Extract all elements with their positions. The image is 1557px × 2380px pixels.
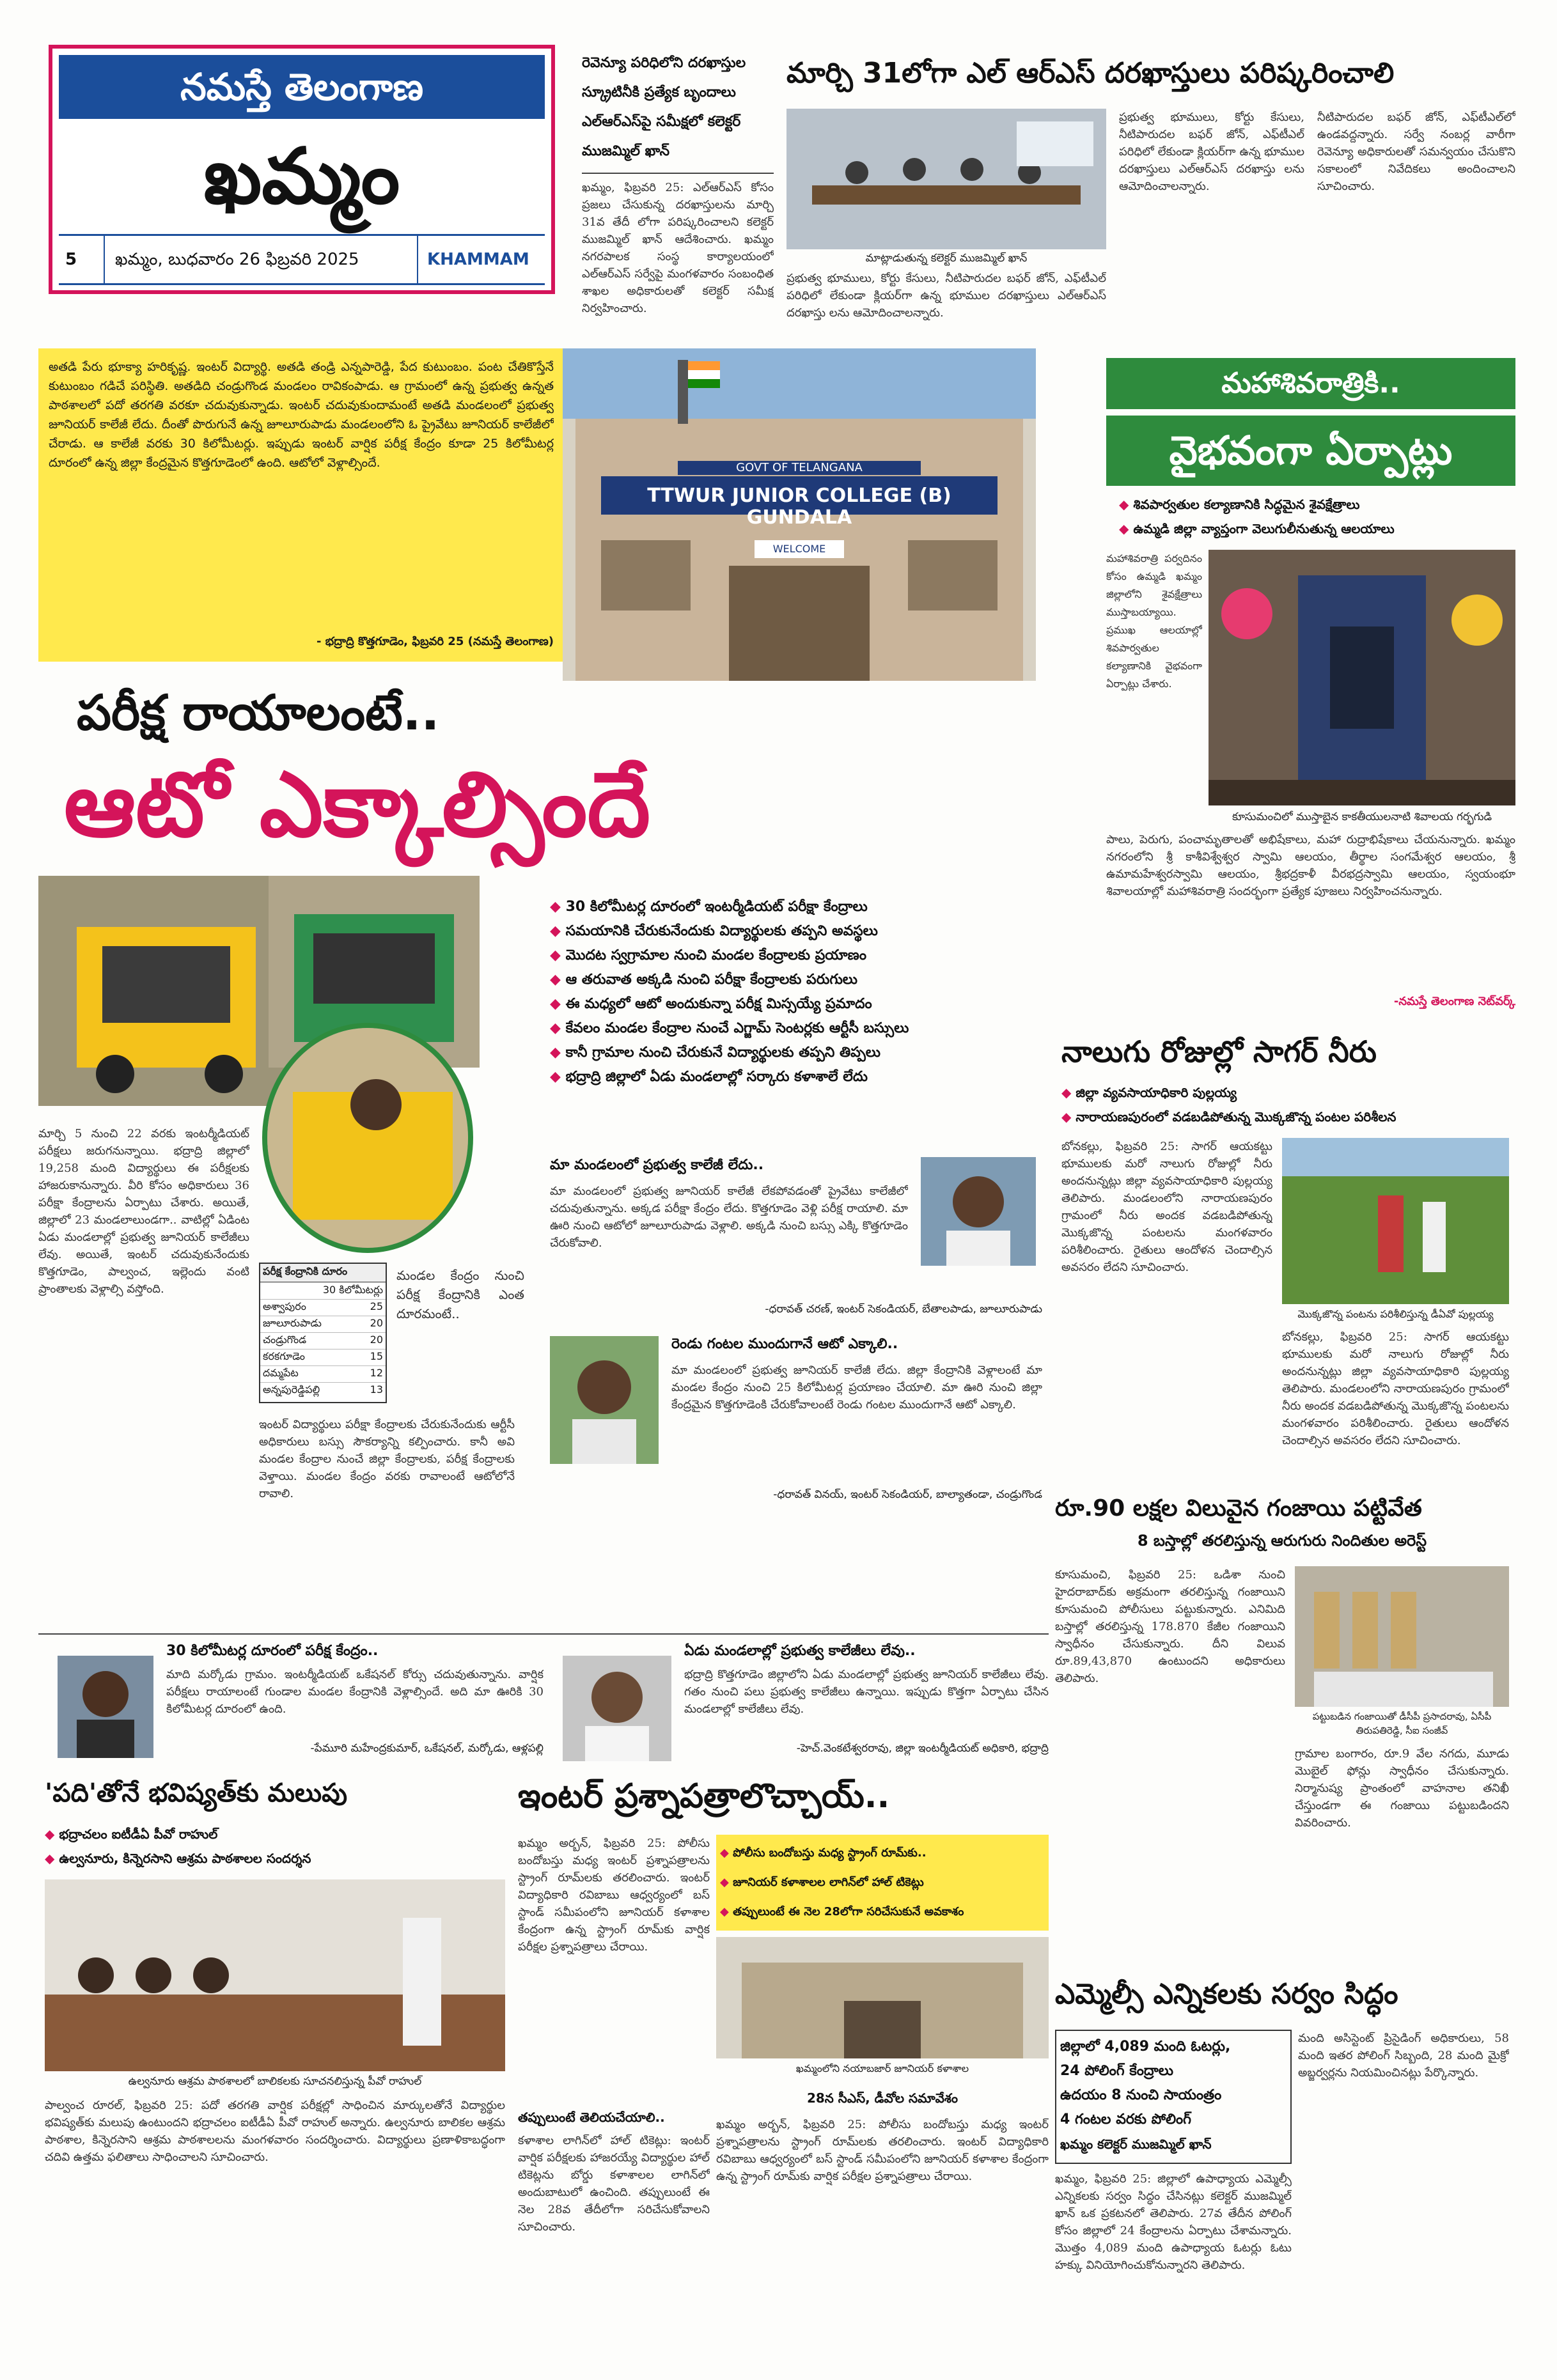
auto-photo-3: [262, 1023, 473, 1253]
padi-bullet: ◆ భద్రాచలం ఐటీడీఏ పీవో రాహుల్: [45, 1822, 505, 1846]
sagar-bullet: ◆ జిల్లా వ్యవసాయాధికారి పుల్లయ్య: [1061, 1080, 1509, 1105]
quote-box-4: [556, 1643, 1049, 1764]
shiva-source: -నమస్తే తెలంగాణ నెట్‌వర్క్: [1393, 995, 1515, 1008]
paper-name: నమస్తే తెలంగాణ: [180, 65, 423, 109]
student-portrait: [58, 1656, 153, 1758]
lrs-body-col2: ప్రభుత్వ భూములు, కోర్టు కేసులు, నీటిపారుదల బఫర్ జోన్, ఎఫ్‌టీఎల్ పరిధిలో లేకుండా క్లియర్‌గా ఉన్న భూముల దరఖాస్తులు ఎల్ఆర్ఎస్ దరఖాస్తు లను ఆమోదించాలన్నారు.: [786, 272, 1106, 320]
papers-bullets: [716, 1835, 1049, 1931]
distance-table-title: పరీక్ష కేంద్రానికి దూరం: [260, 1264, 386, 1282]
papers-bullet: ◆ పోలీసు బందోబస్తు మధ్య స్ట్రాంగ్ రూమ్‌కు..: [720, 1839, 1045, 1868]
papers-subhead: తప్పులుంటే తెలియచేయాలి..: [518, 2110, 665, 2125]
quote-title: 30 కిలోమీటర్ల దూరంలో పరీక్ష కేంద్రం..: [166, 1643, 379, 1659]
padi-bullet: ◆ ఉల్వనూరు, కిన్నెరసాని ఆశ్రమ పాఠశాలల సందర్శన: [45, 1846, 505, 1871]
distance-table-rows: [260, 1299, 386, 1399]
mlc-highlight: 24 పోలింగ్ కేంద్రాలు: [1060, 2063, 1173, 2079]
distance-table-note: మండల కేంద్రం నుంచి పరీక్ష కేంద్రానికి ఎంత దూరమంటే..: [396, 1268, 524, 1321]
shiva-side-text: మహాశివరాత్రి పర్వదినం కోసం ఉమ్మడి ఖమ్మం జిల్లాలోని శైవక్షేత్రాలు ముస్తాబయ్యాయి. ప్రముఖ ఆలయాల్లో శివపార్వతుల కల్యాణానికి వైభవంగా ఏర్పాట్లు చేశారు.: [1106, 552, 1202, 690]
divider: [582, 173, 774, 174]
shiva-bullet: ◆ ఉమ్మడి జిల్లా వ్యాప్తంగా వెలుగులీనుతున్న ఆలయాలు: [1119, 517, 1515, 541]
college-photo: [563, 348, 1036, 681]
quote-text: మాది మర్కోడు గ్రామం. ఇంటర్మీడియట్ ఒకేషనల్ కోర్సు చదువుతున్నాను. వార్షిక పరీక్షలు రాయాలంటే గుండాల మండల కేంద్రానికి వెళ్లాల్సిందే. అది మా ఊరికి 30 కిలోమీటర్ల దూరంలో ఉంది.: [166, 1668, 544, 1716]
shiva-body: పాలు, పెరుగు, పంచామృతాలతో అభిషేకాలు, మహా రుద్రాభిషేకాలు చేయనున్నారు. ఖమ్మం నగరంలోని శ్రీ కాశీవిశ్వేశ్వర స్వామి ఆలయం, తీర్థాల సంగమేశ్వర ఆలయం, శ్రీ ఉమామహేశ్వరస్వామి ఆలయం, శ్రీభద్రకాళీ వీరభద్రస్వామి ఆలయం, స్వయంభూ శివాలయాల్లో మహాశివరాత్రి సందర్భంగా ప్రత్యేక పూజలు నిర్వహించనున్నారు.: [1106, 833, 1515, 898]
exam-body-left: మార్చి 5 నుంచి 22 వరకు ఇంటర్మీడియట్ పరీక్షలు జరుగనున్నాయి. భద్రాద్రి జిల్లాలో 19,258 మంది విద్యార్థులు ఈ పరీక్షలకు హాజరుకానున్నారు. వీరి కోసం అధికారులు 36 పరీక్షా కేంద్రాలను ఏర్పాటు చేశారు. అయితే, జిల్లాలో 23 మండలాలుండగా.. వాటిల్లో ఏడింట ఏడు మండలాల్లో ప్రభుత్వ జూనియర్ కాలేజీలు లేవు. అయితే, ఇంటర్ చదువుకునేందుకు కొత్తగూడెం, పాల్వంచ, ఇల్లెందు వంటి ప్రాంతాలకు వెళ్లాల్సి వస్తోంది.: [38, 1127, 249, 1296]
lrs-kicker-line: ముజమ్మిల్ ఖాన్: [582, 143, 670, 159]
distance-km: 25: [370, 1300, 383, 1312]
sagar-bullet: ◆ నారాయణపురంలో వడబడిపోతున్న మొక్కజొన్న పంటల పరిశీలన: [1061, 1105, 1509, 1129]
padi-body: పాల్వంచ రూరల్, ఫిబ్రవరి 25: పదో తరగతి వార్షిక పరీక్షల్లో సాధించిన మార్కులతోనే విద్యార్థుల భవిష్యత్‌కు మలుపు ఉంటుందని భద్రాచలం ఐటీడీఏ పీవో రాహుల్ అన్నారు. ఉల్వనూరు బాలికల ఆశ్రమ పాఠశాల, కిన్నెరసాని ఆశ్రమ పాఠశాలలను మంగళవారం సందర్శించారు. విద్యార్థులు ప్రణాళికాబద్ధంగా చదివి ఉత్తమ ఫలితాలు సాధించాలని సూచించారు.: [45, 2099, 505, 2164]
lrs-photo: [786, 109, 1106, 249]
lrs-story: [582, 45, 1515, 339]
ganja-body: కూసుమంచి, ఫిబ్రవరి 25: ఒడిశా నుంచి హైదరాబాద్‌కు అక్రమంగా తరలిస్తున్న గంజాయిని కూసుమంచి పోలీసులు పట్టుకున్నారు. ఎనిమిది బస్తాల్లో తరలిస్తున్న 178.870 కేజీల గంజాయిని స్వాధీనం చేసుకున్నారు. దీని విలువ రూ.89,43,870 ఉంటుందని అధికారులు తెలిపారు.: [1055, 1568, 1285, 1685]
padi-photo-caption: ఉల్వనూరు ఆశ్రమ పాఠశాలలో బాలికలకు సూచనలిస్తున్న పీవో రాహుల్: [128, 2075, 422, 2088]
sagar-headline: నాలుగు రోజుల్లో సాగర్ నీరు: [1061, 1034, 1377, 1069]
quote-byline: -ధరావత్ చరణ్, ఇంటర్ సెకండియర్, బేతాలపాడు, జూలూరుపాడు: [765, 1303, 1042, 1316]
shiva-bullet: ◆ శివపార్వతుల కల్యాణానికి సిద్ధమైన శైవక్షేత్రాలు: [1119, 492, 1515, 517]
quote-byline: -పేమూరి మహేంద్రకుమార్, ఒకేషనల్, మర్కోడు, ఆళ్లపల్లి: [310, 1742, 544, 1755]
student-portrait: [550, 1336, 659, 1464]
distance-table-row: [260, 1332, 386, 1349]
mandal-name: చండ్రుగొండ: [263, 1334, 307, 1346]
papers-body-3: ఖమ్మం అర్బన్, ఫిబ్రవరి 25: పోలీసు బందోబస్తు మధ్య ఇంటర్ ప్రశ్నాపత్రాలను స్ట్రాంగ్ రూమ్‌లకు తరలించారు. ఇంటర్ విద్యాధికారి రవిబాబు ఆధ్వర్యంలో బస్ స్టాండ్ సమీపంలోని జూనియర్ కళాశాల కేంద్రంగా ఉన్న స్ట్రాంగ్ రూమ్‌కు వార్షిక పరీక్షల ప్రశ్నాపత్రాలు చేరాయి.: [716, 2118, 1049, 2183]
mlc-highlight: ఉదయం 8 నుంచి సాయంత్రం: [1060, 2087, 1222, 2103]
distance-table-row: [260, 1382, 386, 1399]
mandal-name: అశ్వాపురం: [263, 1300, 306, 1312]
college-subsign: GOVT OF TELANGANA: [678, 461, 921, 475]
distance-km: 12: [370, 1367, 383, 1379]
distance-table-row: [260, 1349, 386, 1365]
padi-classroom-photo: [45, 1879, 505, 2071]
exam-bullet: ◆ భద్రాద్రి జిల్లాలో ఏడు మండలాల్లో సర్కారు కళాశాలే లేదు: [550, 1065, 1061, 1089]
auto-photo-1: [38, 876, 294, 1106]
exam-bullet: ◆ సమయానికి చేరుకునేందుకు విద్యార్థులకు తప్పని అవస్థలు: [550, 919, 1061, 944]
mlc-body: ఖమ్మం, ఫిబ్రవరి 25: జిల్లాలో ఉపాధ్యాయ ఎమ్మెల్సీ ఎన్నికలకు సర్వం సిద్ధం చేసినట్లు కలెక్టర్ ముజమ్మిల్ ఖాన్ ఒక ప్రకటనలో తెలిపారు. 27వ తేదీన పోలింగ్ కోసం జిల్లాలో 24 కేంద్రాలను ఏర్పాటు చేశామన్నారు. మొత్తం 4,089 మంది ఉపాధ్యాయ ఓటర్లు ఓటు హక్కు వినియోగించుకోనున్నారని తెలిపారు.: [1055, 2172, 1292, 2272]
exam-bullet: ◆ ఈ మధ్యలో ఆటో అందుకున్నా పరీక్ష మిస్సయ్యే ప్రమాదం: [550, 992, 1061, 1016]
distance-table-row: [260, 1299, 386, 1316]
sagar-body-2: బోనకల్లు, ఫిబ్రవరి 25: సాగర్ ఆయకట్టు భూములకు మరో నాలుగు రోజుల్లో నీరు అందనున్నట్లు జిల్లా వ్యవసాయాధికారి పుల్లయ్య తెలిపారు. మండలంలోని నారాయణపురం గ్రామంలో నీరు అందక వడబడిపోతున్న మొక్కజొన్న పంటలను మంగళవారం పరిశీలించారు. రైతులు ఆందోళన చెందాల్సిన అవసరం లేదని సూచించారు.: [1282, 1330, 1509, 1447]
ganja-headline: రూ.90 లక్షల విలువైన గంజాయి పట్టివేత: [1055, 1495, 1422, 1521]
auto-rickshaw-illustration: [38, 876, 294, 1106]
mandal-name: కరకగూడెం: [263, 1350, 305, 1362]
edition-name: KHAMMAM: [417, 236, 555, 283]
exam-bullet: ◆ మొదట స్వగ్రామాల నుంచి మండల కేంద్రాలకు ప్రయాణం: [550, 944, 1061, 968]
mandal-name: దమ్మపేట: [263, 1367, 299, 1379]
portrait-illustration: [550, 1336, 659, 1464]
quote-text: మా మండలంలో ప్రభుత్వ జూనియర్ కాలేజీ లేకపోవడంతో ప్రైవేటు కాలేజీలో చదువుతున్నాను. అక్కడ పరీక్షా కేంద్రం లేదు. కొత్తగూడెం వెళ్లి పరీక్ష రాయాలి. మా ఊరి నుంచి ఆటోలో జూలూరుపాడు వెళ్లాలి. అక్కడి నుంచి బస్సు ఎక్కి కొత్తగూడెం చేరుకోవాలి.: [550, 1185, 908, 1250]
distance-km: 15: [370, 1350, 383, 1362]
mandal-name: జూలూరుపాడు: [263, 1317, 322, 1329]
quote-title: రెండు గంటల ముందుగానే ఆటో ఎక్కాలి..: [671, 1336, 898, 1352]
exam-bullets: [550, 895, 1061, 1151]
distance-table-row: [260, 1365, 386, 1382]
mlc-highlight: జిల్లాలో 4,089 మంది ఓటర్లు,: [1060, 2039, 1231, 2055]
shiva-headline-1: మహాశివరాత్రికి..: [1106, 358, 1515, 409]
sagar-story: [1049, 1029, 1515, 1483]
quote-box-2: [550, 1336, 1042, 1509]
edition-city: ఖమ్మం: [203, 131, 400, 221]
lrs-body-col2b: ప్రభుత్వ భూములు, కోర్టు కేసులు, నీటిపారుదల బఫర్ జోన్, ఎఫ్‌టీఎల్ పరిధిలో లేకుండా క్లియర్‌గా ఉన్న భూముల దరఖాస్తులు ఎల్ఆర్ఎస్ దరఖాస్తు లను ఆమోదించాలన్నారు.: [1119, 111, 1304, 193]
mandal-name: అన్నపురెడ్డిపల్లి: [263, 1383, 320, 1396]
masthead: [49, 45, 555, 294]
ganja-body-2: గ్రామాల బంగారం, రూ.9 వేల నగదు, మూడు మొబైల్ ఫోన్లు స్వాధీనం చేసుకున్నారు. నిర్మానుష్య ప్రాంతంలో వాహనాల తనిఖీ చేస్తుండగా ఈ గంజాయి పట్టుబడిందని వివరించారు.: [1295, 1747, 1509, 1830]
quote-box-1: [550, 1157, 1042, 1323]
quote-byline: -హెచ్.వెంకటేశ్వరరావు, జిల్లా ఇంటర్మీడియట్ అధికారి, భద్రాద్రి: [796, 1742, 1049, 1755]
police-with-seized-bags-illustration: [1295, 1566, 1509, 1707]
papers-photo-caption: ఖమ్మంలోని నయాబజార్ జూనియర్ కళాశాల: [795, 2062, 969, 2074]
lrs-kicker-line: స్క్రూటినీకి ప్రత్యేక బృందాలు: [582, 84, 736, 100]
portrait-illustration: [563, 1656, 671, 1761]
mlc-highlight: 4 గంటల వరకు పోలింగ్: [1060, 2112, 1191, 2127]
college-sign: TTWUR JUNIOR COLLEGE (B) GUNDALA: [647, 485, 951, 529]
portrait-illustration: [921, 1157, 1036, 1266]
intro-text: అతడి పేరు భూక్యా హరికృష్ణ. ఇంటర్ విద్యార్థి. అతడి తండ్రి ఎన్నపారెడ్డి, పేద కుటుంబం. పంట చేతికొస్తేనే కుటుంబం గడిచే పరిస్థితి. అతడిది చండ్రుగొండ మండలం రావికంపాడు. ఆ గ్రామంలో ఉన్న ప్రభుత్వ ఉన్నత పాఠశాలలో పదో తరగతి వరకూ చదువుకున్నాడు. ఇంటర్ చదువుకుందామంటే అతడి మండలంలో ప్రభుత్వ జూనియర్ కాలేజీ లేదు. దీంతో పొరుగునే ఉన్న జూలూరుపాడు మండలంలోని ఓ ప్రైవేటు జూనియర్ కాలేజీలో చేరాడు. ఆ కాలేజీ వరకు 30 కిలోమీటర్లు. ఇప్పుడు ఇంటర్ వార్షిక పరీక్ష కేంద్రం కూడా 25 కిలోమీటర్ల దూరంలో ఉన్న జిల్లా కేంద్రమైన కొత్తగూడెంలో ఉంది. ఆటోలో వెళ్లాల్సిందే.: [49, 360, 554, 470]
portrait-illustration: [58, 1656, 153, 1758]
papers-body-2: కళాశాల లాగిన్‌లో హాల్ టికెట్లు: ఇంటర్ వార్షిక పరీక్షలకు హాజరయ్యే విద్యార్థుల హాల్ టికెట్లను బోర్డు కళాశాలల లాగిన్‌లో అందుబాటులో ఉంచింది. తప్పులుంటే ఈ నెల 28వ తేదీలోగా సరిచేసుకోవాలని సూచించారు.: [518, 2134, 710, 2234]
exam-bullet: ◆ ఆ తరువాత అక్కడి నుంచి పరీక్షా కేంద్రాలకు పరుగులు: [550, 968, 1061, 992]
student-in-auto-illustration: [267, 1028, 473, 1253]
student-portrait: [921, 1157, 1036, 1266]
padi-headline: 'పది'తోనే భవిష్యత్‌కు మలుపు: [45, 1778, 348, 1808]
lrs-kicker: [582, 49, 774, 170]
sagar-field-photo: [1282, 1138, 1509, 1304]
exam-body-mid: ఇంటర్ విద్యార్థులు పరీక్షా కేంద్రాలకు చేరుకునేందుకు ఆర్టీసీ అధికారులు బస్సు సౌకర్యాన్ని కల్పించారు. కానీ అవి మండల కేంద్రాల నుంచే జిల్లా కేంద్రాలకు, పరీక్ష కేంద్రాలకు వెళ్తాయి. మండల కేంద్రం వరకు రావాలంటే ఆటోలోనే రావాలి.: [259, 1418, 515, 1500]
quote-box-3: [38, 1643, 544, 1764]
papers-bullet: ◆ జూనియర్ కళాశాలల లాగిన్‌లో హాల్ టికెట్లు: [720, 1868, 1045, 1897]
distance-table-unit: 30 కిలోమీటర్లు: [322, 1284, 383, 1296]
shivaratri-story: [1106, 358, 1515, 1023]
distance-table-row: [260, 1316, 386, 1332]
distance-table: [259, 1263, 387, 1403]
exam-bullet: ◆ కానీ గ్రామాల నుంచి చేరుకునే విద్యార్థులకు తప్పని తిప్పలు: [550, 1041, 1061, 1065]
mlc-side-text: మంది అసిస్టెంట్ ప్రిసైడింగ్ అధికారులు, 58 మంది ఇతర పోలింగ్ సిబ్బంది, 28 మంది మైక్రో అబ్జర్వర్లను నియమించినట్లు పేర్కొన్నారు.: [1298, 2032, 1509, 2080]
ganja-seizure-photo: [1295, 1566, 1509, 1707]
distance-km: 20: [370, 1334, 383, 1346]
sagar-photo-caption: మొక్కజొన్న పంటను పరిశీలిస్తున్న డీఏవో పుల్లయ్య: [1297, 1308, 1494, 1320]
exam-headline-1: పరీక్ష రాయాలంటే..: [77, 684, 440, 741]
lrs-body-col1: ఖమ్మం, ఫిబ్రవరి 25: ఎల్ఆర్ఎస్ కోసం ప్రజలు చేసుకున్న దరఖాస్తులను మార్చి 31వ తేదీ లోగా పరిష్కరించాలని కలెక్టర్ ముజమ్మిల్ ఖాన్ ఆదేశించారు. ఖమ్మం నగరపాలక సంస్థ కార్యాలయంలో ఎల్ఆర్ఎస్ సర్వేపై మంగళవారం సంబంధిత శాఖల అధికారులతో కలెక్టర్ సమీక్ష నిర్వహించారు.: [582, 181, 774, 315]
ganja-photo-caption: పట్టుబడిన గంజాయితో డీసీపీ ప్రసాదరావు, ఏసీపీ తిరుపతిరెడ్డి, సీఐ సంజీవ్: [1312, 1711, 1492, 1736]
papers-college-photo: [716, 1937, 1049, 2058]
sagar-body: బోనకల్లు, ఫిబ్రవరి 25: సాగర్ ఆయకట్టు భూములకు మరో నాలుగు రోజుల్లో నీరు అందనున్నట్లు జిల్లా వ్యవసాయాధికారి పుల్లయ్య తెలిపారు. మండలంలోని నారాయణపురం గ్రామంలో నీరు అందక వడబడిపోతున్న మొక్కజొన్న పంటలను మంగళవారం పరిశీలించారు. రైతులు ఆందోళన చెందాల్సిన అవసరం లేదని సూచించారు.: [1061, 1140, 1272, 1274]
lrs-photo-caption: మాట్లాడుతున్న కలెక్టర్ ముజమ్మిల్ ఖాన్: [865, 252, 1028, 265]
intro-source: - భద్రాద్రి కొత్తగూడెం, ఫిబ్రవరి 25 (నమస్తే తెలంగాణ): [317, 635, 554, 648]
meeting-photo-illustration: [786, 109, 1106, 249]
quote-byline: -ధరావత్ వినయ్, ఇంటర్ సెకండియర్, బాల్యాతండా, చండ్రుగొండ: [773, 1488, 1042, 1501]
mlc-highlight: ఖమ్మం కలెక్టర్ ముజమ్మిల్ ఖాన్: [1060, 2136, 1212, 2152]
quote-title: ఏడు మండలాల్లో ప్రభుత్వ కాలేజీలు లేవు..: [684, 1643, 916, 1659]
ganja-story: [1049, 1489, 1515, 1966]
temple-illustration: [1209, 550, 1515, 805]
exam-headline-2: ఆటో ఎక్కాల్సిందే: [64, 753, 651, 857]
lrs-kicker-line: ఎల్ఆర్ఎస్‌పై సమీక్షలో కలెక్టర్: [582, 114, 741, 130]
exam-headline-block: [38, 681, 1074, 866]
intro-yellow-box: [38, 348, 563, 662]
page-number: 5: [65, 250, 77, 269]
mlc-story: [1049, 1972, 1515, 2356]
papers-subhead: 28న సీఎస్, డీవోల సమావేశం: [806, 2090, 958, 2106]
quote-text: మా మండలంలో ప్రభుత్వ జూనియర్ కాలేజీ లేదు. జిల్లా కేంద్రానికి వెళ్లాలంటే మా మండల కేంద్రం నుంచి 25 కిలోమీటర్ల ప్రయాణం చేయాలి. మా ఊరి నుంచి జిల్లా కేంద్రమైన కొత్తగూడెంకి చేరుకోవాలంటే రెండు గంటల ముందుగానే ఆటో ఎక్కాలి.: [671, 1364, 1042, 1412]
officer-portrait: [563, 1656, 671, 1761]
date-line: ఖమ్మం, బుధవారం 26 ఫిబ్రవరి 2025: [104, 236, 422, 283]
padi-story: [38, 1771, 508, 2353]
masthead-info-bar: [59, 234, 545, 285]
question-papers-story: [512, 1771, 1049, 2353]
mlc-headline: ఎమ్మెల్సీ ఎన్నికలకు సర్వం సిద్ధం: [1055, 1978, 1398, 2011]
shiva-temple-photo: [1209, 550, 1515, 805]
quote-text: భద్రాద్రి కొత్తగూడెం జిల్లాలోని ఏడు మండలాల్లో ప్రభుత్వ జూనియర్ కాలేజీలు లేవు. గతం నుంచి పలు ప్రభుత్వ కాలేజీలు ఉన్నాయి. ఇప్పుడు కొత్తగా ఏర్పాటు చేసిన మండలాల్లో కాలేజీలు లేవు.: [684, 1668, 1049, 1716]
shiva-photo-caption: కూసుమంచిలో ముస్తాబైన కాకతీయులనాటి శివాలయ గర్భగుడి: [1232, 811, 1492, 823]
papers-body: ఖమ్మం అర్బన్, ఫిబ్రవరి 25: పోలీసు బందోబస్తు మధ్య ఇంటర్ ప్రశ్నాపత్రాలను స్ట్రాంగ్ రూమ్‌లకు తరలించారు. ఇంటర్ విద్యాధికారి రవిబాబు ఆధ్వర్యంలో బస్ స్టాండ్ సమీపంలోని జూనియర్ కళాశాల కేంద్రంగా ఉన్న స్ట్రాంగ్ రూమ్‌కు వార్షిక పరీక్షల ప్రశ్నాపత్రాలు చేరాయి.: [518, 1837, 710, 1954]
exam-bullet: ◆ కేవలం మండల కేంద్రాల నుంచే ఎగ్జామ్ సెంటర్లకు ఆర్టీసీ బస్సులు: [550, 1016, 1061, 1041]
papers-bullet: ◆ తప్పులుంటే ఈ నెల 28లోగా సరిచేసుకునే అవకాశం: [720, 1897, 1045, 1927]
welcome-sign: WELCOME: [755, 540, 844, 558]
lrs-body-col3: నీటిపారుదల బఫర్ జోన్, ఎఫ్‌టీఎల్‌లో ఉండవద్దన్నారు. సర్వే నంబర్ల వారీగా రెవెన్యూ అధికారులతో సమన్వయం చేసుకొని సకాలంలో నివేదికలు అందించాలని సూచించారు.: [1317, 111, 1515, 193]
mlc-highlights: [1055, 2030, 1292, 2164]
lrs-headline: మార్చి 31లోగా ఎల్ ఆర్ఎస్ దరఖాస్తులు పరిష్కరించాలి: [786, 57, 1395, 89]
distance-km: 13: [370, 1383, 383, 1396]
divider: [38, 1633, 1049, 1635]
college-building-illustration: [716, 1937, 1049, 2058]
shiva-headline-2: వైభవంగా ఏర్పాట్లు: [1106, 416, 1515, 486]
ganja-subheadline: 8 బస్తాల్లో తరలిస్తున్న ఆరుగురు నిందితుల అరెస్ట్: [1137, 1532, 1427, 1550]
maize-field-illustration: [1282, 1138, 1509, 1304]
quote-title: మా మండలంలో ప్రభుత్వ కాలేజీ లేదు..: [550, 1157, 764, 1173]
exam-bullet: ◆ 30 కిలోమీటర్ల దూరంలో ఇంటర్మీడియట్ పరీక్షా కేంద్రాలు: [550, 895, 1061, 919]
papers-headline: ఇంటర్ ప్రశ్నాపత్రాలొచ్చాయ్..: [518, 1777, 890, 1816]
lrs-kicker-line: రెవెన్యూ పరిధిలోని దరఖాస్తుల: [582, 55, 746, 71]
masthead-banner: [59, 55, 545, 119]
distance-km: 20: [370, 1317, 383, 1329]
classroom-illustration: [45, 1879, 505, 2071]
